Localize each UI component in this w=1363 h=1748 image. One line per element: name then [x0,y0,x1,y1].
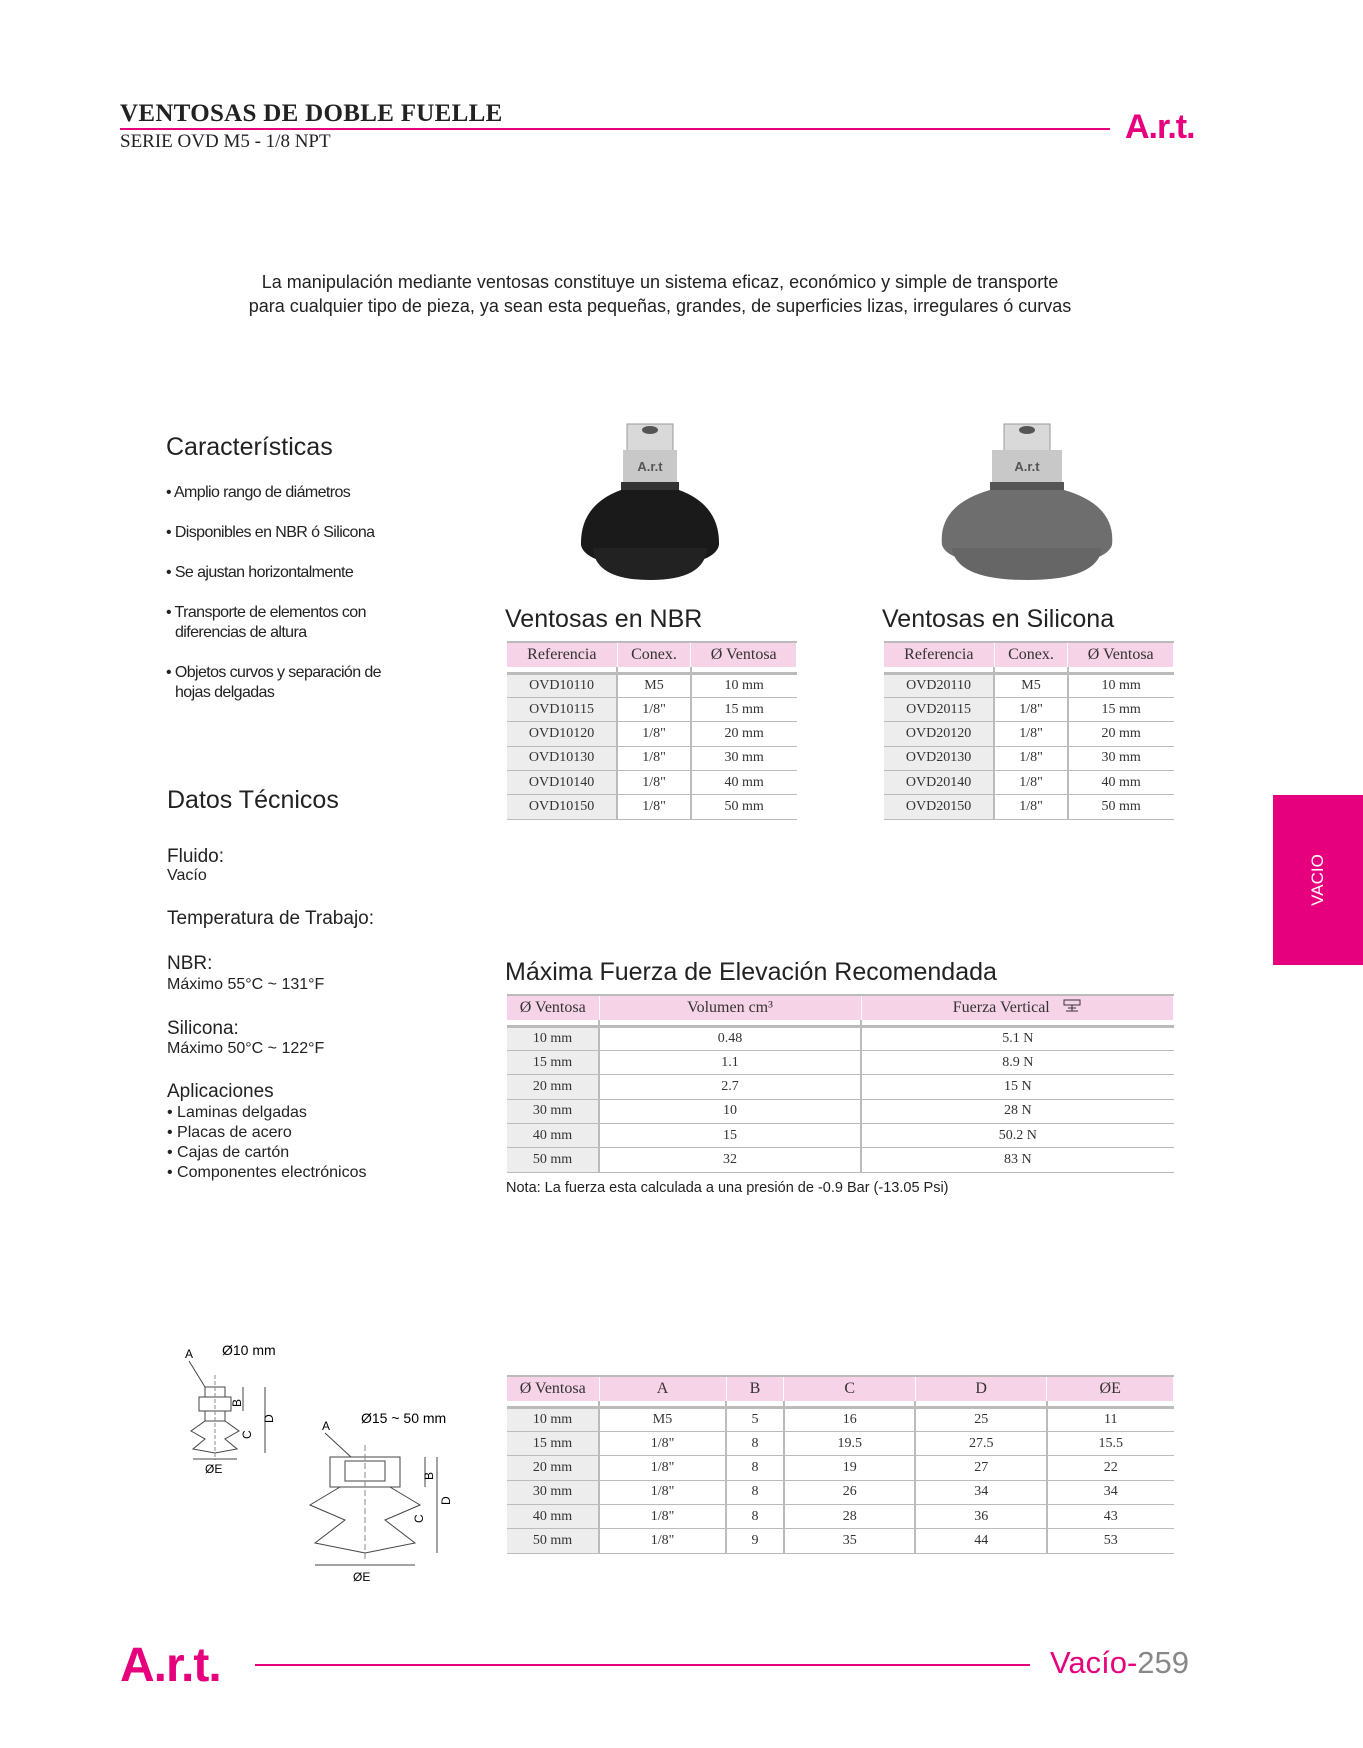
table-row [507,1480,1174,1504]
table-cell: 40 mm [1068,771,1174,795]
table-cell: 20 mm [507,1075,599,1099]
table-cell: 27 [915,1456,1046,1480]
col-header: Ø Ventosa [691,642,797,667]
table-cell: 20 mm [507,1456,599,1480]
silicone-value: Máximo 50°C ~ 122°F [167,1040,325,1057]
table-cell: 1/8" [617,771,691,795]
label-c: C [240,1430,254,1439]
table-cell: 15 mm [1068,697,1174,721]
label-d: D [262,1414,276,1423]
table-cell: 50 mm [691,795,797,819]
table-cell: 16 [784,1407,915,1431]
table-cell: 10 [599,1099,861,1123]
table-cell: 15 mm [507,1050,599,1074]
table-cell: 28 [784,1505,915,1529]
table-cell: OVD20140 [884,771,994,795]
label-d: D [439,1496,453,1505]
intro-line: La manipulación mediante ventosas constituye un sistema eficaz, económico y simple de transporte [261,272,1059,292]
col-header: A [599,1376,726,1401]
table-cell: 19 [784,1456,915,1480]
table-cell: 15 [599,1124,861,1148]
apps-list [167,1103,366,1183]
table-cell: 1/8" [617,795,691,819]
table-cell: 28 N [861,1099,1174,1123]
table-cell: 27.5 [915,1431,1046,1455]
table-row [507,795,797,819]
table-cell: OVD10115 [507,697,617,721]
table-row [507,1407,1174,1431]
table-row [507,1050,1174,1074]
table-cell: 11 [1047,1407,1174,1431]
header-logo: A.r.t. [1125,108,1195,146]
table-cell: 83 N [861,1148,1174,1172]
table-cell: 10 mm [1068,673,1174,697]
table-cell: 10 mm [691,673,797,697]
table-cell: 15.5 [1047,1431,1174,1455]
suction-cup-icon [1062,998,1082,1019]
nbr-cup-image [575,420,735,585]
table-cell: 5.1 N [861,1026,1174,1050]
table-cell: OVD10150 [507,795,617,819]
table-cell: OVD10140 [507,771,617,795]
feature-item: • Objetos curvos y separación de [166,664,381,681]
app-item: • Placas de acero [167,1124,292,1141]
table-cell: 36 [915,1505,1046,1529]
table-cell: 1/8" [599,1529,726,1553]
silicone-label: Silicona: [167,1018,239,1039]
fluid-label: Fluido: [167,846,225,867]
label-c: C [412,1514,426,1523]
temp-label: Temperatura de Trabajo: [167,908,375,929]
table-cell: 8 [726,1480,784,1504]
table-cell: OVD10110 [507,673,617,697]
section-tab [1273,795,1363,965]
table-row [507,1456,1174,1480]
table-cell: 30 mm [507,1480,599,1504]
col-header: D [915,1376,1046,1401]
table-cell: 32 [599,1148,861,1172]
col-header: B [726,1376,784,1401]
table-cell: OVD20110 [884,673,994,697]
table-cell: M5 [617,673,691,697]
feature-item: • Transporte de elementos con [166,604,366,621]
table-row [507,1148,1174,1172]
table-row [884,746,1174,770]
table-row [507,746,797,770]
force-note: Nota: La fuerza esta calculada a una presión de -0.9 Bar (-13.05 Psi) [506,1180,949,1196]
table-cell: 15 N [861,1075,1174,1099]
features-title: Características [166,433,333,461]
label-b: B [422,1471,436,1480]
product-logo: A.r.t [637,459,663,474]
intro-line: para cualquier tipo de pieza, ya sean esta pequeñas, grandes, de superficies lizas, irregulares ó curvas [248,296,1072,316]
table-cell: 1/8" [994,771,1068,795]
col-header: Referencia [884,642,994,667]
table-row [507,1505,1174,1529]
table-row [507,1099,1174,1123]
table-cell: 30 mm [691,746,797,770]
silicone-table [884,641,1174,820]
table-row [507,722,797,746]
table-cell: 8 [726,1505,784,1529]
page-section: Vacío- [1050,1645,1138,1680]
product-logo: A.r.t [1014,459,1040,474]
table-cell: 15 mm [691,697,797,721]
app-item: • Laminas delgadas [167,1104,307,1121]
nbr-table [507,641,797,820]
nbr-table-title: Ventosas en NBR [505,605,703,633]
force-table [507,994,1174,1173]
col-header: ØE [1047,1376,1174,1401]
table-cell: OVD20150 [884,795,994,819]
table-row [507,1026,1174,1050]
table-cell: 19.5 [784,1431,915,1455]
col-header: Volumen cm³ [599,995,861,1020]
feature-item: hojas delgadas [175,684,275,701]
section-tab-label: VACIO [1308,854,1327,906]
table-cell: 1.1 [599,1050,861,1074]
label-a: A [322,1419,331,1433]
table-cell: 22 [1047,1456,1174,1480]
table-row [507,697,797,721]
table-cell: 50 mm [1068,795,1174,819]
table-cell: 15 mm [507,1431,599,1455]
small-drawing-title: Ø10 mm [222,1342,276,1358]
table-cell: 10 mm [507,1407,599,1431]
table-row [884,795,1174,819]
fluid-value: Vacío [167,867,207,884]
table-cell: OVD20115 [884,697,994,721]
table-cell: 35 [784,1529,915,1553]
table-cell: 44 [915,1529,1046,1553]
col-header-label: Fuerza Vertical [952,998,1050,1016]
table-row [884,673,1174,697]
table-cell: 50 mm [507,1148,599,1172]
col-header: Conex. [617,642,691,667]
header-rule [120,128,1110,130]
table-cell: 20 mm [691,722,797,746]
table-row [507,1431,1174,1455]
table-cell: OVD10130 [507,746,617,770]
table-cell: 1/8" [994,722,1068,746]
table-cell: 1/8" [617,722,691,746]
col-header: Ø Ventosa [1068,642,1174,667]
table-cell: 8.9 N [861,1050,1174,1074]
table-cell: 1/8" [599,1480,726,1504]
table-cell: 40 mm [507,1505,599,1529]
dimensions-table [507,1375,1174,1554]
table-cell: 26 [784,1480,915,1504]
nbr-label: NBR: [167,953,213,974]
table-cell: 43 [1047,1505,1174,1529]
page-title: VENTOSAS DE DOBLE FUELLE [120,100,503,127]
page-number [1050,1645,1189,1681]
table-cell: 25 [915,1407,1046,1431]
intro-text [200,270,1120,318]
table-cell: 1/8" [994,697,1068,721]
footer-rule [255,1664,1030,1666]
feature-item: • Se ajustan horizontalmente [166,564,354,581]
table-cell: 1/8" [994,795,1068,819]
table-cell: OVD10120 [507,722,617,746]
table-cell: 1/8" [599,1505,726,1529]
table-cell: 50.2 N [861,1124,1174,1148]
table-cell: 8 [726,1431,784,1455]
table-cell: 30 mm [507,1099,599,1123]
table-row [507,1529,1174,1553]
nbr-value: Máximo 55°C ~ 131°F [167,976,325,993]
table-cell: 2.7 [599,1075,861,1099]
col-header: Referencia [507,642,617,667]
table-cell: 5 [726,1407,784,1431]
table-cell: 9 [726,1529,784,1553]
table-cell: 1/8" [599,1456,726,1480]
table-cell: M5 [599,1407,726,1431]
col-header: C [784,1376,915,1401]
feature-item: • Disponibles en NBR ó Silicona [166,524,375,541]
table-cell: 1/8" [994,746,1068,770]
feature-item: diferencias de altura [175,624,307,641]
silicone-table-title: Ventosas en Silicona [882,605,1115,633]
large-drawing-title: Ø15 ~ 50 mm [361,1410,447,1426]
table-cell: 40 mm [691,771,797,795]
tech-title: Datos Técnicos [167,786,339,814]
table-cell: 1/8" [599,1431,726,1455]
table-cell: OVD20130 [884,746,994,770]
col-header: Ø Ventosa [507,995,599,1020]
table-cell: 53 [1047,1529,1174,1553]
footer-logo: A.r.t. [120,1639,221,1692]
page-subtitle: SERIE OVD M5 - 1/8 NPT [120,131,331,152]
table-cell: 8 [726,1456,784,1480]
table-cell: 50 mm [507,1529,599,1553]
table-cell: 10 mm [507,1026,599,1050]
label-e: ØE [353,1570,371,1584]
table-cell: 0.48 [599,1026,861,1050]
table-row [507,771,797,795]
app-item: • Componentes electrónicos [167,1164,367,1181]
label-e: ØE [205,1462,223,1476]
table-cell: 34 [915,1480,1046,1504]
table-cell: 40 mm [507,1124,599,1148]
label-a: A [185,1347,194,1361]
col-header [861,995,1174,1020]
table-row [884,722,1174,746]
label-b: B [230,1398,244,1407]
table-cell: 1/8" [617,746,691,770]
table-cell: 30 mm [1068,746,1174,770]
table-row [884,771,1174,795]
table-row [507,673,797,697]
table-cell: 20 mm [1068,722,1174,746]
apps-label: Aplicaciones [167,1081,274,1102]
dimension-drawings [175,1335,475,1600]
table-cell: 1/8" [617,697,691,721]
force-table-title: Máxima Fuerza de Elevación Recomendada [505,958,997,986]
app-item: • Cajas de cartón [167,1144,290,1161]
feature-item: • Amplio rango de diámetros [166,484,351,501]
silicone-cup-image [940,420,1120,585]
table-row [884,697,1174,721]
table-cell: 34 [1047,1480,1174,1504]
col-header: Ø Ventosa [507,1376,599,1401]
table-row [507,1075,1174,1099]
table-cell: M5 [994,673,1068,697]
table-row [507,1124,1174,1148]
page-number-value: 259 [1137,1645,1190,1680]
table-cell: OVD20120 [884,722,994,746]
col-header: Conex. [994,642,1068,667]
